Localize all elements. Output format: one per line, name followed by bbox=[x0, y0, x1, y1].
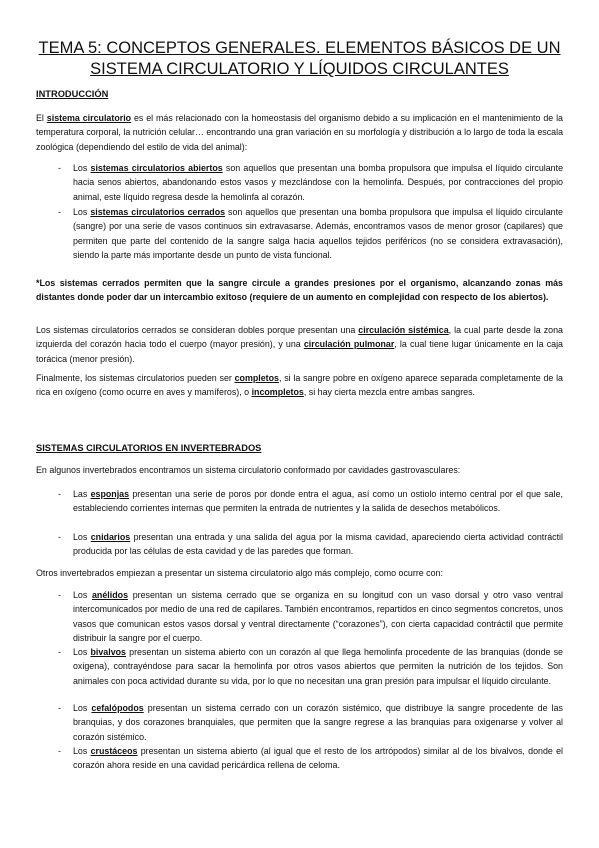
text-run: Las bbox=[73, 489, 91, 499]
intro-paragraph-2 bbox=[36, 323, 563, 366]
section-heading-introduccion: INTRODUCCIÓN bbox=[36, 89, 109, 99]
text-run: Los sistemas circulatorios cerrados se consideran dobles porque presentan una bbox=[36, 325, 359, 335]
term-bivalvos: bivalvos bbox=[90, 647, 126, 657]
bullet-marker: - bbox=[58, 163, 61, 173]
text-run: , si hay cierta mezcla entre ambas sangres. bbox=[303, 387, 476, 398]
bullet-marker: - bbox=[58, 703, 61, 713]
bullet-marker: - bbox=[58, 647, 61, 657]
text-run: Los bbox=[73, 207, 91, 217]
text-run: presentan un sistema abierto (al igual que el resto de los artrópodos) similar al de los bivalvos, donde el corazón ahora reside en una cavidad pericárdica rellena de celoma. bbox=[73, 746, 563, 771]
bullet-marker: - bbox=[58, 207, 61, 217]
list-item-crustaceos bbox=[73, 744, 563, 773]
bullet-marker: - bbox=[58, 590, 61, 600]
text-run: , la cual tiene lugar únicamente en la caja torácica (menor presión). bbox=[36, 339, 563, 364]
bullet-marker: - bbox=[58, 532, 61, 542]
term-incompletos: incompletos bbox=[251, 387, 304, 398]
list-item-cerrados bbox=[73, 205, 563, 262]
text-run: , la cual parte desde la zona izquierda del corazón hacia todo el cuerpo (mayor presión), y una bbox=[36, 325, 563, 350]
text-run: , si la sangre pobre en oxígeno aparece separada completamente de la rica en oxígeno (como ocurre en aves y mamíferos), o bbox=[36, 373, 563, 398]
text-run: presentan una serie de poros por donde entra el agua, así como un ostiolo interno central por el que sale, estableciendo corrientes internas que permiten la entrada de nutrientes y la salida de desechos metabólicos. bbox=[73, 489, 563, 514]
intro-paragraph-3 bbox=[36, 371, 563, 400]
invert-paragraph-1: En algunos invertebrados encontramos un sistema circulatorio conformado por cavidades gastrovasculares: bbox=[36, 465, 461, 475]
document-title: TEMA 5: CONCEPTOS GENERALES. ELEMENTOS BÁSICOS DE UN SISTEMA CIRCULATORIO Y LÍQUIDOS CIRCULANTES bbox=[38, 39, 561, 78]
text-run: presentan un sistema abierto con un corazón al que llega hemolinfa procedente de las branquias (donde se oxigena), contrayéndose para sacar la hemolinfa por otros vasos abiertos que permiten la nutrición de los tejidos. Son animales con poca actividad durante su vida, por lo que no necesitan una gran presión para impulsar el líquido circulante. bbox=[73, 647, 563, 686]
term-cnidarios: cnidarios bbox=[90, 532, 131, 542]
term-circulacion-pulmonar: circulación pulmonar bbox=[303, 339, 395, 350]
text-run: El bbox=[36, 113, 47, 123]
text-run: Finalmente, los sistemas circulatorios pueden ser bbox=[36, 373, 235, 383]
term-completos: completos bbox=[234, 373, 279, 383]
list-item-abiertos bbox=[73, 161, 563, 204]
term-esponjas: esponjas bbox=[90, 489, 130, 499]
text-run: presentan un sistema cerrado que se organiza en su longitud con un vaso dorsal y otro vaso ventral intercomunicados por medio de una red de capilares. También encontramos, repartidos en cinco segmentos concretos, unos vasos que comunican estos vasos dorsal y ventral directamente (“corazones”), con cierta capacidad contráctil que permite distribuir la sangre por el cuerpo. bbox=[73, 590, 564, 643]
text-run: Los bbox=[73, 163, 91, 173]
term-anelidos: anélidos bbox=[92, 590, 129, 600]
intro-paragraph-1 bbox=[36, 111, 563, 154]
term-sistemas-cerrados: sistemas circulatorios cerrados bbox=[90, 207, 226, 217]
bullet-marker: - bbox=[58, 489, 61, 499]
term-sistemas-abiertos: sistemas circulatorios abiertos bbox=[90, 163, 223, 173]
bullet-marker: - bbox=[58, 746, 61, 756]
note-paragraph: *Los sistemas cerrados permiten que la sangre circule a grandes presiones por el organismo, alcanzando zonas más distantes donde poder dar un intercambio exitoso (requiere de un aumento en complejidad con respecto de los abiertos). bbox=[36, 278, 563, 303]
text-run: son aquellos que presentan una bomba propulsora que impulsa el líquido circulante hacia senos abiertos, abandonando estos vasos y mezclándose con la hemolinfa. Después, por contracciones del propio animal, este líquido regresa desde la hemolinfa al corazón. bbox=[73, 163, 564, 202]
term-sistema-circulatorio: sistema circulatorio bbox=[46, 113, 132, 123]
text-run: Los bbox=[73, 703, 92, 713]
text-run: presentan una entrada y una salida del agua por la misma cavidad, apareciendo cierta actividad contráctil producida por las células de esta cavidad y de las paredes que forman. bbox=[73, 532, 563, 557]
list-item-cefalopodos bbox=[73, 701, 563, 744]
list-item-anelidos bbox=[73, 588, 563, 645]
text-run: presentan un sistema cerrado con un corazón sistémico, que distribuye la sangre procedente de las branquias, y dos corazones branquiales, que permiten que la sangre regrese a las branquias para oxigenarse y volver al corazón sistémico. bbox=[73, 703, 563, 742]
list-item-cnidarios bbox=[73, 530, 563, 559]
term-crustaceos: crustáceos bbox=[90, 746, 138, 756]
term-circulacion-sistemica: circulación sistémica bbox=[358, 325, 449, 335]
text-run: Los bbox=[73, 647, 91, 657]
term-cefalopodos: cefalópodos bbox=[91, 703, 144, 713]
list-item-esponjas bbox=[73, 487, 563, 516]
text-run: Los bbox=[73, 590, 92, 600]
invert-paragraph-2: Otros invertebrados empiezan a presentar un sistema circulatorio algo más complejo, como ocurre con: bbox=[36, 568, 443, 578]
text-run: Los bbox=[73, 746, 91, 756]
section-heading-invertebrados: SISTEMAS CIRCULATORIOS EN INVERTEBRADOS bbox=[36, 443, 262, 453]
text-run: son aquellos que presentan una bomba propulsora que impulsa el líquido circulante (sangre) por una serie de vasos continuos sin extravasarse. Además, encontramos vasos de menor grosor (capilares) que permiten que parte del contenido de la sangre salga hacia aquellos tejidos periféricos (no se considera extravasación), siendo la parte más importante desde un punto de vista funcional. bbox=[73, 207, 563, 260]
text-run: Los bbox=[73, 532, 91, 542]
list-item-bivalvos bbox=[73, 645, 563, 688]
text-run: es el más relacionado con la homeostasis del organismo debido a su implicación en el mantenimiento de la temperatura corporal, la nutrición celular… encontrando una gran variación en su morfología y distribución a lo largo de toda la escala zoológica (dependiendo del estilo de vida del animal): bbox=[36, 113, 563, 152]
